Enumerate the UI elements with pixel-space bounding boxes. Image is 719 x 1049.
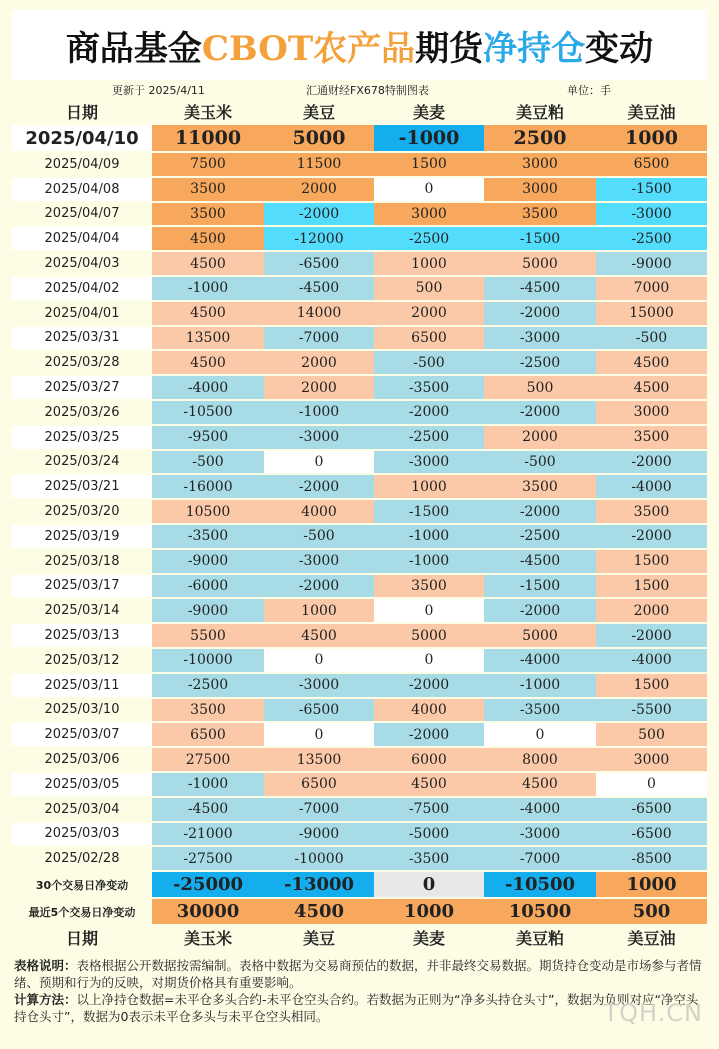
table-row [12,226,707,251]
table-row [12,499,707,524]
value-cell-corn: 6500 [152,722,264,747]
value-cell-corn: -2500 [152,673,264,698]
value-cell-soybean: 2000 [264,350,374,375]
value-cell-soyoil: 1500 [596,673,707,698]
table-row [12,673,707,698]
value-cell-soybean: 2000 [264,177,374,202]
value-cell-soyoil: 3000 [596,747,707,772]
value-cell-soybean: -9000 [264,822,374,847]
value-cell-soybean: -2000 [264,474,374,499]
calculation-method: 计算方法：以上净持仓数据=未平仓多头合约-未平仓空头合约。若数据为正则为“净多头持仓头寸”，数据为负则对应“净空头持仓头寸”，数据为0表示未平仓多头与未平仓空头相同。 [14,992,699,1024]
value-cell-corn: 4500 [152,251,264,276]
value-cell-soymeal: 3000 [484,152,596,177]
table-row [12,722,707,747]
date-cell: 2025/03/20 [12,499,152,524]
date-cell: 2025/03/04 [12,797,152,822]
value-cell-corn: -10000 [152,648,264,673]
summary-row-30-days [12,871,707,898]
table-row [12,598,707,623]
date-cell: 2025/03/19 [12,524,152,549]
title-part-4: 净持仓 [483,28,586,69]
value-cell-corn: -10500 [152,400,264,425]
value-cell-soyoil: -500 [596,326,707,351]
value-cell-soybean: 2000 [264,375,374,400]
table-row [12,152,707,177]
value-cell-wheat: -1000 [374,524,484,549]
value-cell-soyoil: -2000 [596,450,707,475]
date-cell: 2025/03/25 [12,425,152,450]
value-cell-soymeal: 3500 [484,202,596,227]
value-cell-wheat: -7500 [374,797,484,822]
value-cell-soyoil: 3000 [596,400,707,425]
date-cell: 2025/04/09 [12,152,152,177]
footer-column-header-soyoil: 美豆油 [596,925,707,950]
value-cell-soyoil: -3000 [596,202,707,227]
value-cell-soybean: -6500 [264,698,374,723]
date-cell: 2025/03/07 [12,722,152,747]
value-cell-corn: 7500 [152,152,264,177]
value-cell-soymeal: -1000 [484,673,596,698]
date-cell: 2025/02/28 [12,846,152,871]
value-cell-corn: -500 [152,450,264,475]
value-cell-soyoil: -9000 [596,251,707,276]
value-cell-wheat: -2000 [374,722,484,747]
footer-column-header-wheat: 美麦 [374,925,484,950]
table-row [12,822,707,847]
value-cell-soybean: -6500 [264,251,374,276]
date-cell: 2025/03/13 [12,623,152,648]
column-header-soyoil: 美豆油 [596,99,707,124]
table-description: 表格说明：表格根据公开数据按需编制。表格中数据为交易商预估的数据，并非最终交易数据。期货持仓变动是市场参与者情绪、预期和行为的反映，对期货价格具有重要影响。 [14,958,702,990]
column-header-wheat: 美麦 [374,99,484,124]
date-cell: 2025/03/03 [12,822,152,847]
value-cell-soymeal: 2500 [484,124,596,152]
date-cell: 2025/03/14 [12,598,152,623]
date-cell: 2025/03/21 [12,474,152,499]
summary-cell-soyoil: 500 [596,898,707,925]
value-cell-corn: 4500 [152,350,264,375]
value-cell-corn: -4000 [152,375,264,400]
value-cell-soyoil: -1500 [596,177,707,202]
value-cell-wheat: -500 [374,350,484,375]
value-cell-soymeal: -2000 [484,400,596,425]
value-cell-soyoil: -2500 [596,226,707,251]
summary-cell-soybean: 4500 [264,898,374,925]
value-cell-soybean: -12000 [264,226,374,251]
value-cell-corn: 13500 [152,326,264,351]
date-cell: 2025/04/04 [12,226,152,251]
date-cell: 2025/03/17 [12,574,152,599]
value-cell-wheat: -1500 [374,499,484,524]
value-cell-corn: 4500 [152,301,264,326]
value-cell-wheat: -3500 [374,375,484,400]
value-cell-soymeal: 2000 [484,425,596,450]
table-row [12,772,707,797]
date-cell: 2025/04/10 [12,124,152,152]
header-row [12,99,707,124]
value-cell-corn: -9000 [152,549,264,574]
value-cell-wheat: -2000 [374,673,484,698]
value-cell-corn: -21000 [152,822,264,847]
value-cell-soymeal: 5000 [484,623,596,648]
summary-cell-soyoil: 1000 [596,871,707,898]
value-cell-soymeal: -3000 [484,326,596,351]
value-cell-corn: 3500 [152,177,264,202]
value-cell-corn: 5500 [152,623,264,648]
summary-cell-wheat: 1000 [374,898,484,925]
table-row [12,623,707,648]
date-cell: 2025/04/08 [12,177,152,202]
value-cell-corn: -3500 [152,524,264,549]
table-row [12,846,707,871]
value-cell-soymeal: 0 [484,722,596,747]
value-cell-wheat: 500 [374,276,484,301]
value-cell-wheat: -3500 [374,846,484,871]
footer-column-header-soymeal: 美豆粕 [484,925,596,950]
value-cell-soyoil: -4000 [596,648,707,673]
summary-cell-soymeal: 10500 [484,898,596,925]
value-cell-wheat: -3000 [374,450,484,475]
value-cell-soybean: -10000 [264,846,374,871]
date-cell: 2025/03/31 [12,326,152,351]
value-cell-soyoil: 1500 [596,574,707,599]
date-cell: 2025/03/10 [12,698,152,723]
value-cell-wheat: -2500 [374,425,484,450]
value-cell-corn: -9500 [152,425,264,450]
value-cell-soymeal: -4000 [484,648,596,673]
value-cell-soyoil: -8500 [596,846,707,871]
value-cell-soybean: 14000 [264,301,374,326]
value-cell-soybean: 4500 [264,623,374,648]
table-row [12,350,707,375]
value-cell-soyoil: 1500 [596,549,707,574]
value-cell-soymeal: -1500 [484,574,596,599]
table-row [12,276,707,301]
summary-label: 30个交易日净变动 [12,871,152,898]
net-position-table [12,99,707,951]
value-cell-soybean: -500 [264,524,374,549]
chart-source: 汇通财经FX678特制图表 [306,84,429,97]
table-row [12,202,707,227]
value-cell-wheat: 1000 [374,251,484,276]
value-cell-soybean: -2000 [264,202,374,227]
value-cell-soyoil: -4000 [596,474,707,499]
value-cell-soymeal: 3000 [484,177,596,202]
table-row [12,574,707,599]
table-row [12,698,707,723]
value-cell-soyoil: -5500 [596,698,707,723]
summary-label: 最近5个交易日净变动 [12,898,152,925]
value-cell-soybean: 4000 [264,499,374,524]
value-cell-corn: -16000 [152,474,264,499]
value-cell-soyoil: 15000 [596,301,707,326]
latest-row [12,124,707,152]
value-cell-soybean: -4500 [264,276,374,301]
value-cell-soybean: 13500 [264,747,374,772]
date-cell: 2025/03/11 [12,673,152,698]
value-cell-wheat: -2000 [374,400,484,425]
value-cell-soymeal: -3500 [484,698,596,723]
summary-row-5-days [12,898,707,925]
value-cell-wheat: 5000 [374,623,484,648]
value-cell-corn: 11000 [152,124,264,152]
column-header-soymeal: 美豆粕 [484,99,596,124]
value-cell-corn: -4500 [152,797,264,822]
value-cell-soymeal: -2500 [484,350,596,375]
value-cell-corn: -6000 [152,574,264,599]
value-cell-wheat: 0 [374,648,484,673]
value-cell-corn: -9000 [152,598,264,623]
value-cell-soymeal: -2000 [484,301,596,326]
value-cell-soymeal: 500 [484,375,596,400]
value-cell-soyoil: -6500 [596,797,707,822]
date-cell: 2025/03/26 [12,400,152,425]
value-cell-soyoil: 4500 [596,375,707,400]
value-cell-soyoil: 3500 [596,499,707,524]
value-cell-soyoil: 2000 [596,598,707,623]
value-cell-soymeal: 8000 [484,747,596,772]
date-cell: 2025/03/05 [12,772,152,797]
title-part-5: 变动 [585,28,654,69]
value-cell-wheat: 6500 [374,326,484,351]
value-cell-soymeal: -4500 [484,549,596,574]
value-cell-soymeal: -7000 [484,846,596,871]
summary-cell-corn: 30000 [152,898,264,925]
footer-header-row [12,925,707,950]
value-cell-soyoil: 6500 [596,152,707,177]
value-cell-soymeal: -4000 [484,797,596,822]
value-cell-soymeal: -1500 [484,226,596,251]
summary-cell-soymeal: -10500 [484,871,596,898]
footer-date-header: 日期 [12,925,152,950]
value-cell-soybean: 0 [264,722,374,747]
value-cell-corn: -27500 [152,846,264,871]
value-cell-wheat: 4500 [374,772,484,797]
value-cell-wheat: -5000 [374,822,484,847]
value-cell-soymeal: -4500 [484,276,596,301]
value-cell-soybean: -1000 [264,400,374,425]
value-cell-soybean: 11500 [264,152,374,177]
value-cell-corn: 4500 [152,226,264,251]
value-cell-soybean: -3000 [264,673,374,698]
value-cell-wheat: 1000 [374,474,484,499]
value-cell-soybean: -2000 [264,574,374,599]
value-cell-soybean: 1000 [264,598,374,623]
date-cell: 2025/04/03 [12,251,152,276]
value-cell-soyoil: 3500 [596,425,707,450]
value-cell-soymeal: -2000 [484,499,596,524]
value-cell-soymeal: 3500 [484,474,596,499]
value-cell-soymeal: -3000 [484,822,596,847]
summary-cell-soybean: -13000 [264,871,374,898]
watermark-logo: TQH.CN [603,999,703,1027]
value-cell-soyoil: 7000 [596,276,707,301]
footer-column-header-soybean: 美豆 [264,925,374,950]
value-cell-soybean: 0 [264,450,374,475]
date-cell: 2025/03/28 [12,350,152,375]
date-cell: 2025/03/12 [12,648,152,673]
column-header-corn: 美玉米 [152,99,264,124]
value-cell-soybean: -7000 [264,326,374,351]
value-cell-wheat: -1000 [374,549,484,574]
value-cell-soyoil: -2000 [596,524,707,549]
date-cell: 2025/03/24 [12,450,152,475]
date-cell: 2025/03/18 [12,549,152,574]
value-cell-soybean: -3000 [264,549,374,574]
table-row [12,400,707,425]
table-row [12,375,707,400]
date-cell: 2025/03/06 [12,747,152,772]
value-cell-soybean: 6500 [264,772,374,797]
value-cell-soyoil: -6500 [596,822,707,847]
notes [14,957,704,1025]
title-part-1: 商品基金 [65,28,202,69]
value-cell-corn: 3500 [152,698,264,723]
value-cell-wheat: 0 [374,598,484,623]
date-cell: 2025/04/01 [12,301,152,326]
value-cell-soymeal: -2000 [484,598,596,623]
table-row [12,549,707,574]
table-row [12,251,707,276]
value-cell-wheat: 4000 [374,698,484,723]
title-part-2: CBOT农产品 [201,28,416,69]
value-cell-wheat: -2500 [374,226,484,251]
table-row [12,747,707,772]
chart-title [12,10,707,80]
value-cell-wheat: 3500 [374,574,484,599]
table-row [12,450,707,475]
value-cell-soyoil: -2000 [596,623,707,648]
value-cell-soymeal: 4500 [484,772,596,797]
updated-date: 更新于 2025/4/11 [112,84,205,97]
table-row [12,797,707,822]
value-cell-soybean: -3000 [264,425,374,450]
table-row [12,301,707,326]
unit-label: 单位：手 [567,84,611,97]
summary-cell-corn: -25000 [152,871,264,898]
value-cell-corn: 10500 [152,499,264,524]
value-cell-wheat: 6000 [374,747,484,772]
value-cell-soyoil: 4500 [596,350,707,375]
value-cell-soyoil: 500 [596,722,707,747]
value-cell-wheat: 0 [374,177,484,202]
table-row [12,177,707,202]
table-row [12,474,707,499]
value-cell-wheat: 3000 [374,202,484,227]
table-row [12,326,707,351]
value-cell-soybean: 5000 [264,124,374,152]
value-cell-soymeal: 5000 [484,251,596,276]
summary-cell-wheat: 0 [374,871,484,898]
date-header: 日期 [12,99,152,124]
date-cell: 2025/04/07 [12,202,152,227]
value-cell-soyoil: 0 [596,772,707,797]
value-cell-corn: 3500 [152,202,264,227]
value-cell-soymeal: -2500 [484,524,596,549]
value-cell-soybean: 0 [264,648,374,673]
value-cell-soymeal: -500 [484,450,596,475]
date-cell: 2025/04/02 [12,276,152,301]
value-cell-wheat: -1000 [374,124,484,152]
value-cell-soyoil: 1000 [596,124,707,152]
column-header-soybean: 美豆 [264,99,374,124]
table-row [12,524,707,549]
title-part-3: 期货 [415,28,484,69]
footer-column-header-corn: 美玉米 [152,925,264,950]
table-row [12,425,707,450]
value-cell-corn: -1000 [152,772,264,797]
table-row [12,648,707,673]
value-cell-wheat: 1500 [374,152,484,177]
value-cell-wheat: 2000 [374,301,484,326]
value-cell-corn: -1000 [152,276,264,301]
date-cell: 2025/03/27 [12,375,152,400]
value-cell-soybean: -7000 [264,797,374,822]
value-cell-corn: 27500 [152,747,264,772]
